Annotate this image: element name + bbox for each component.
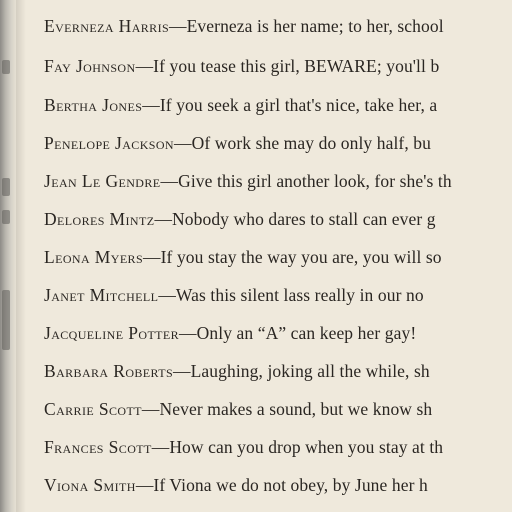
entry-verse: —If you stay the way you are, you will so (143, 247, 442, 267)
list-item (44, 209, 436, 229)
list-item (44, 475, 428, 495)
entry-verse: —How can you drop when you stay at th (151, 437, 444, 457)
binding-mark (2, 210, 10, 224)
student-name: Janet Mitchell (44, 285, 159, 305)
entry-verse: —If Viona we do not obey, by June her h (135, 475, 428, 495)
student-name: Viona Smith (44, 475, 136, 495)
list-item (44, 323, 416, 343)
facing-page-edge (0, 0, 16, 512)
student-name: Carrie Scott (44, 399, 142, 419)
list-item (44, 285, 424, 305)
list-item (44, 399, 432, 419)
entry-verse: —If you seek a girl that's nice, take her, a (142, 95, 438, 115)
binding-shadow (16, 0, 26, 512)
binding-mark (2, 178, 10, 196)
student-name: Everneza Harris (44, 16, 170, 36)
list-item (44, 16, 444, 36)
student-name: Penelope Jackson (44, 133, 174, 153)
entry-verse: —Give this girl another look, for she's th (160, 171, 452, 191)
list-item (44, 247, 442, 267)
entry-verse: —Of work she may do only half, bu (174, 133, 432, 153)
student-name: Jacqueline Potter (44, 323, 180, 343)
list-item (44, 95, 437, 115)
entry-verse: —Only an “A” can keep her gay! (179, 323, 417, 343)
student-name: Frances Scott (44, 437, 152, 457)
binding-mark (2, 290, 10, 350)
entry-verse: —Nobody who dares to stall can ever g (154, 209, 436, 229)
entry-verse: —Was this silent lass really in our no (158, 285, 424, 305)
binding-mark (2, 60, 10, 74)
student-name: Delores Mintz (44, 209, 155, 229)
entry-verse: —If you tease this girl, BEWARE; you'll b (135, 56, 440, 76)
student-name: Fay Johnson (44, 56, 136, 76)
student-name: Jean Le Gendre (44, 171, 161, 191)
entry-verse: —Laughing, joking all the while, sh (173, 361, 430, 381)
list-item (44, 361, 430, 381)
entry-verse: —Everneza is her name; to her, school (169, 16, 444, 36)
list-item (44, 437, 443, 457)
list-item (44, 171, 452, 191)
student-name: Bertha Jones (44, 95, 143, 115)
student-name: Leona Myers (44, 247, 144, 267)
entry-verse: —Never makes a sound, but we know sh (141, 399, 433, 419)
list-item (44, 56, 439, 76)
list-item (44, 133, 431, 153)
student-name: Barbara Roberts (44, 361, 174, 381)
